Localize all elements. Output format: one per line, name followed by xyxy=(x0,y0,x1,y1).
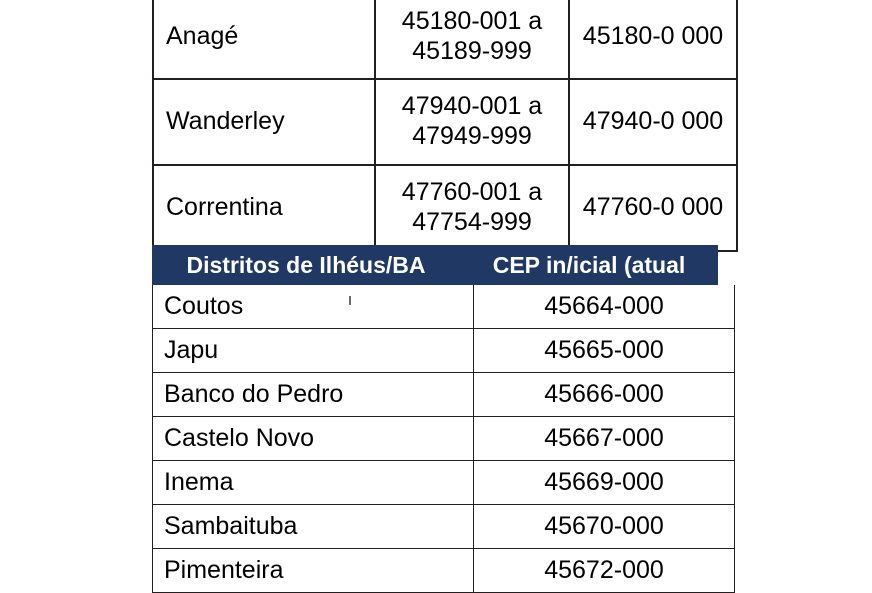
table-row xyxy=(153,373,735,417)
district-cep: 45669-000 xyxy=(474,461,735,505)
table-row xyxy=(153,461,735,505)
district-name: Coutos xyxy=(153,285,474,329)
table-row xyxy=(153,417,735,461)
municipality-cep-range: 45180-001 a 45189-999 xyxy=(375,0,569,79)
municipality-name: Correntina xyxy=(153,165,375,251)
municipality-cep: 47760-0 000 xyxy=(569,165,737,251)
district-name: Sambaituba xyxy=(153,505,474,549)
district-column-header: Distritos de Ilhéus/BA xyxy=(186,251,426,278)
municipality-cep-range: 47940-001 a 47949-999 xyxy=(375,79,569,165)
district-cep: 45672-000 xyxy=(474,549,735,593)
district-cep: 45666-000 xyxy=(474,373,735,417)
municipality-table xyxy=(152,0,738,252)
table-row xyxy=(153,505,735,549)
district-name: Pimenteira xyxy=(153,549,474,593)
municipality-cep: 47940-0 000 xyxy=(569,79,737,165)
district-name: Banco do Pedro xyxy=(153,373,474,417)
table-row xyxy=(153,329,735,373)
district-table-header xyxy=(152,245,718,285)
district-name: Inema xyxy=(153,461,474,505)
municipality-name: Wanderley xyxy=(153,79,375,165)
district-name: Japu xyxy=(153,329,474,373)
table-row xyxy=(153,0,737,79)
cep-column-header: CEP in/icial (atual xyxy=(492,251,686,278)
district-cep: 45670-000 xyxy=(474,505,735,549)
table-row xyxy=(153,79,737,165)
district-cep: 45667-000 xyxy=(474,417,735,461)
district-cep: 45665-000 xyxy=(474,329,735,373)
table-row xyxy=(153,285,735,329)
district-name: Castelo Novo xyxy=(153,417,474,461)
district-cep: 45664-000 xyxy=(474,285,735,329)
municipality-cep: 45180-0 000 xyxy=(569,0,737,79)
table-row xyxy=(153,549,735,593)
municipality-name: Anagé xyxy=(153,0,375,79)
table-row xyxy=(153,165,737,251)
municipality-cep-range: 47760-001 a 47754-999 xyxy=(375,165,569,251)
